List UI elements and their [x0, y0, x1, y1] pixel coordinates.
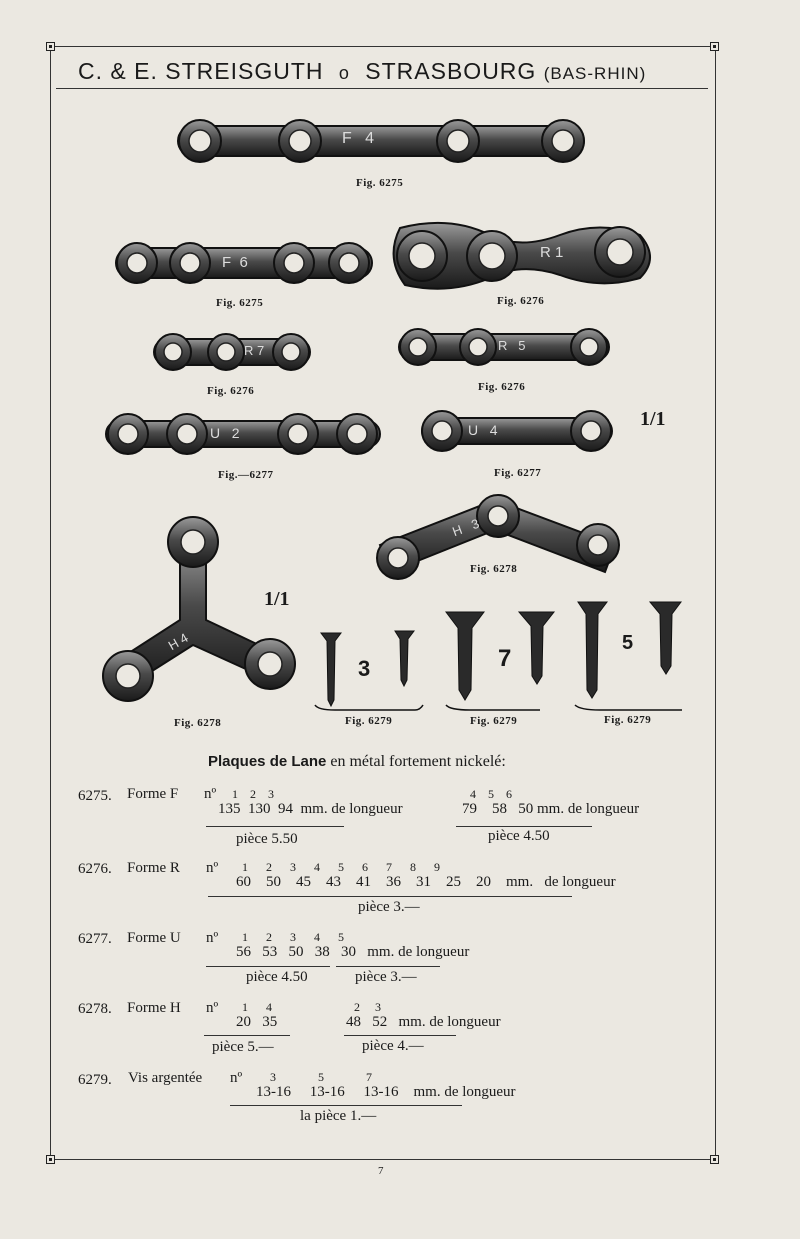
screw-size: 3 — [358, 656, 371, 681]
scale-mark: 1/1 — [264, 588, 290, 610]
plate-mark: F 4 — [342, 130, 375, 147]
price-rule — [230, 1105, 462, 1106]
price: pièce 5.50 — [236, 831, 298, 847]
price-list-title — [208, 753, 506, 771]
item-no-label: nº — [206, 1000, 219, 1016]
size-numbers: 1 4 — [242, 1000, 272, 1014]
plate-f4-image — [178, 120, 584, 162]
plate-mark: H 3 — [450, 515, 482, 540]
lengths: 135 130 94 mm. de longueur — [218, 801, 403, 817]
title-product: Plaques de Lane — [208, 753, 327, 770]
title-material: en métal fortement nickelé: — [330, 753, 506, 770]
plate-mark: U 4 — [468, 422, 498, 438]
lengths: 20 35 — [236, 1014, 278, 1030]
plate-u2-image — [106, 414, 380, 454]
page-number: 7 — [378, 1165, 384, 1177]
item-form: Forme H — [127, 1000, 181, 1016]
price: pièce 3.— — [358, 899, 420, 915]
item-no-label: nº — [206, 860, 219, 876]
lengths: 79 58 50 mm. de longueur — [462, 801, 640, 817]
size-numbers: 3 5 7 — [270, 1070, 372, 1084]
plate-mark: F 6 — [222, 254, 248, 271]
size-numbers: 2 3 — [354, 1000, 381, 1014]
figure-label: Fig. 6279 — [345, 715, 393, 727]
item-number: 6278. — [78, 1001, 112, 1017]
figure-label: Fig. 6276 — [207, 385, 255, 397]
screw-brackets — [315, 705, 682, 710]
plate-mark: R 5 — [498, 338, 526, 353]
price-rule — [206, 966, 330, 967]
lengths: 48 52 mm. de longueur — [346, 1014, 501, 1030]
screw-size: 7 — [498, 645, 512, 672]
figure-label: Fig. 6279 — [604, 714, 652, 726]
price: pièce 4.50 — [246, 969, 308, 985]
price: pièce 4.— — [362, 1038, 424, 1054]
figure-label: Fig. 6278 — [174, 717, 222, 729]
item-form: Forme F — [127, 786, 179, 802]
lengths: 56 53 50 38 30 mm. de longueur — [236, 944, 470, 960]
price-rule — [336, 966, 440, 967]
size-numbers: 1 2 3 — [232, 787, 274, 801]
price: pièce 5.— — [212, 1039, 274, 1055]
scale-mark: 1/1 — [640, 408, 666, 430]
size-numbers: 4 5 6 — [470, 787, 512, 801]
figure-label: Fig. 6276 — [478, 381, 526, 393]
figure-label: Fig. 6277 — [494, 467, 542, 479]
lengths: 13-16 13-16 13-16 mm. de longueur — [256, 1084, 516, 1100]
price-rule — [206, 826, 344, 827]
price-rule — [456, 826, 592, 827]
figure-label: Fig. 6276 — [497, 295, 545, 307]
item-number: 6275. — [78, 788, 112, 804]
price: pièce 3.— — [355, 969, 417, 985]
item-form: Forme R — [127, 860, 180, 876]
item-number: 6276. — [78, 861, 112, 877]
header-separator: o — [338, 63, 350, 83]
plate-mark: U 2 — [210, 425, 240, 441]
item-no-label: nº — [206, 930, 219, 946]
city-name: STRASBOURG — [365, 58, 537, 84]
plate-mark: H 4 — [165, 629, 191, 654]
lengths: 60 50 45 43 41 36 31 25 20 mm. de longueur — [236, 874, 616, 890]
price-rule — [204, 1035, 290, 1036]
figure-label: Fig. 6275 — [216, 297, 264, 309]
price: la pièce 1.— — [300, 1108, 377, 1124]
item-form: Vis argentée — [128, 1070, 203, 1086]
item-no-label: nº — [230, 1070, 243, 1086]
figure-label: Fig. 6279 — [470, 715, 518, 727]
price-rule — [208, 896, 572, 897]
item-form: Forme U — [127, 930, 181, 946]
firm-name: C. & E. STREISGUTH — [78, 58, 324, 84]
figure-label: Fig.—6277 — [218, 469, 274, 481]
price: pièce 4.50 — [488, 828, 550, 844]
item-number: 6277. — [78, 931, 112, 947]
price-rule — [344, 1035, 456, 1036]
size-numbers: 1 2 3 4 5 6 7 8 9 — [242, 860, 440, 874]
screw-size: 5 — [622, 632, 634, 654]
item-number: 6279. — [78, 1072, 112, 1088]
figure-label: Fig. 6278 — [470, 563, 518, 575]
plate-mark: R 7 — [244, 343, 265, 358]
region-name: (BAS-RHIN) — [543, 64, 647, 83]
plate-mark: R 1 — [540, 244, 564, 261]
figure-label: Fig. 6275 — [356, 177, 404, 189]
size-numbers: 1 2 3 4 5 — [242, 930, 344, 944]
item-no-label: nº — [204, 786, 217, 802]
